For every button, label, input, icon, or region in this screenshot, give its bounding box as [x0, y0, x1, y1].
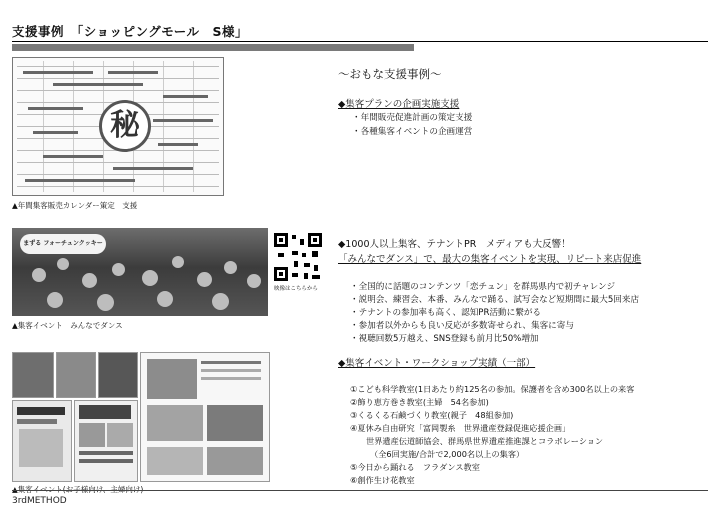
qr-module: [294, 261, 298, 267]
crowd-figure: [197, 272, 212, 287]
qr-module: [312, 275, 320, 279]
section3-item: ①こども科学教室(1日あたり約125名の参加。保護者を含め300名以上の来客: [350, 384, 635, 394]
section1-item: ・各種集客イベントの企画運営: [352, 127, 473, 137]
calendar-bar: [43, 155, 103, 158]
qr-module: [314, 265, 318, 271]
qr-finder-core: [279, 272, 283, 276]
section3-item: ④夏休み自由研究「富岡製糸 世界遺産登録促進応援企画」: [350, 423, 571, 433]
workshop-report: [140, 352, 270, 482]
calendar-image: [12, 57, 224, 196]
qr-caption: 映像はこちらから: [274, 286, 319, 292]
qr-module: [312, 251, 318, 257]
main-heading: ～おもな支援事例～: [338, 67, 442, 81]
crowd-figure: [97, 294, 114, 311]
workshop-photo: [98, 352, 138, 398]
section3-item-detail: 世界遺産伝道師協会、群馬県世界遺産推進課とコラボレーション: [366, 436, 604, 446]
section3-item: ②飾り恵方巻き教室(主婦 54名参加): [350, 397, 489, 407]
section2-item: ・参加者以外からも良い反応が多数寄せられ、集客に寄与: [350, 321, 574, 331]
crowd-figure: [157, 291, 173, 307]
page-title: 支援事例 「ショッピングモール S様」: [12, 24, 249, 39]
title-rule: [12, 41, 708, 42]
workshop-flyer: [74, 400, 138, 482]
section2-title: ◆1000人以上集客、テナントPR メディアも大反響！: [338, 239, 571, 250]
section1-item: ・年間販売促進計画の策定支援: [352, 113, 473, 123]
workshop-photo: [12, 352, 54, 398]
calendar-bar: [153, 119, 213, 122]
qr-module: [278, 253, 284, 257]
section2-subtitle: 「みんなでダンス」で、最大の集客イベントを実現、リピート来店促進: [338, 254, 642, 265]
qr-module: [292, 251, 298, 255]
section3-title: ◆集客イベント・ワークショップ実績（一部）: [338, 358, 536, 369]
calendar-row: [17, 66, 219, 67]
title-accent-bar: [12, 44, 414, 51]
qr-module: [300, 239, 304, 245]
workshop-photo: [56, 352, 96, 398]
dance-event-photo: [12, 228, 268, 316]
qr-finder-core: [279, 238, 283, 242]
section3-item-detail: （全6回実施/合計で2,000名以上の集客）: [370, 449, 525, 459]
calendar-bar: [33, 131, 78, 134]
section2-item: ・説明会、練習会、本番、みんなで踊る、試写会など短期間に最大5回来店: [350, 295, 640, 305]
section3-item: ③くるくる石鹸づくり教室(親子 48組参加): [350, 410, 514, 420]
calendar-bar: [25, 179, 135, 182]
calendar-row: [17, 78, 219, 79]
calendar-bar: [53, 83, 143, 86]
calendar-bar: [158, 143, 198, 146]
qr-finder-core: [313, 238, 317, 242]
workshop-flyer: [12, 400, 72, 482]
section2-item: ・視聴回数5万越え、SNS登録も前月比50%増加: [350, 334, 539, 344]
crowd-figure: [32, 268, 46, 282]
crowd-figure: [212, 293, 229, 310]
crowd-figure: [142, 270, 158, 286]
crowd-figure: [247, 274, 261, 288]
qr-module: [304, 273, 308, 279]
workshop-collage: [12, 352, 272, 482]
section2-item: ・テナントの参加率も高く、認知PR活動に繋がる: [350, 308, 542, 318]
calendar-row: [17, 174, 219, 175]
qr-module: [304, 263, 310, 267]
calendar-bar: [113, 167, 193, 170]
calendar-row: [17, 186, 219, 187]
calendar-row: [17, 90, 219, 91]
crowd-figure: [112, 263, 125, 276]
calendar-bar: [28, 107, 83, 110]
section2-item: ・全国的に話題のコンテンツ「恋チュン」を群馬県内で初チャレンジ: [350, 282, 616, 292]
crowd-figure: [82, 273, 97, 288]
confidential-seal: 秘: [99, 100, 151, 152]
qr-code-icon[interactable]: [274, 233, 322, 281]
calendar-bar: [108, 71, 158, 74]
event-caption: ▲集客イベント みんなでダンス: [12, 321, 123, 330]
section1-title: ◆集客プランの企画実施支援: [338, 99, 460, 110]
crowd-figure: [47, 292, 63, 308]
calendar-caption: ▲年間集客販売カレンダー策定 支援: [12, 201, 138, 210]
crowd-figure: [224, 261, 237, 274]
footer-brand: 3rdMETHOD: [12, 496, 67, 506]
crowd-figure: [172, 256, 184, 268]
calendar-bar: [23, 71, 93, 74]
calendar-row: [17, 162, 219, 163]
qr-module: [292, 235, 296, 239]
qr-module: [302, 253, 306, 257]
calendar-bar: [163, 95, 208, 98]
footer-rule: [12, 490, 708, 491]
section3-item: ⑥創作生け花教室: [350, 475, 415, 485]
section3-item: ⑤今日から踊れる フラダンス教室: [350, 462, 480, 472]
event-badge: まずる フォーチュンクッキー: [20, 234, 106, 254]
qr-module: [292, 273, 298, 277]
crowd-figure: [57, 258, 69, 270]
